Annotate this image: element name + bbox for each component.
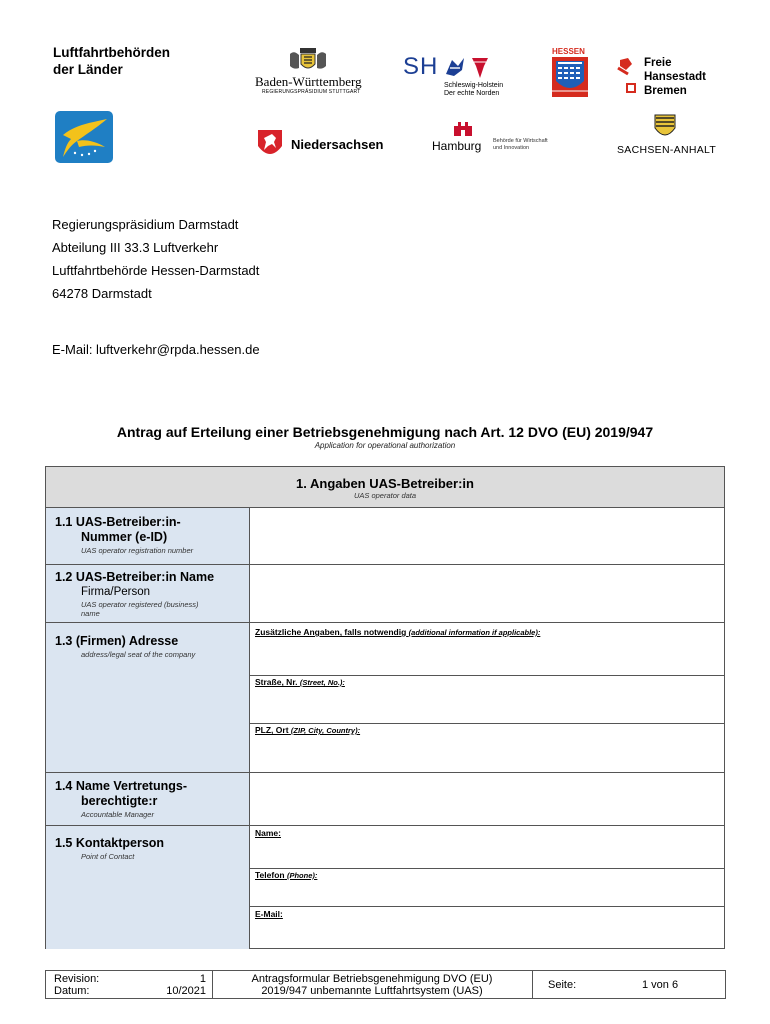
hessen-label: HESSEN	[552, 47, 585, 56]
label-operator-name-en2: name	[81, 609, 100, 618]
label-operator-number-en: UAS operator registration number	[81, 546, 194, 555]
section1-subtitle: UAS operator data	[353, 491, 417, 500]
label-operator-number	[55, 515, 181, 545]
footer-document-cell	[212, 971, 533, 998]
field-additional-info-de: Zusätzliche Angaben, falls notwendig	[255, 627, 407, 637]
label-operator-name-sub: Firma/Person	[81, 586, 151, 598]
field-contact-phone-de: Telefon	[255, 870, 285, 880]
sh-lions-icon	[444, 54, 490, 80]
sh-subtitle1: Schleswig-Holstein	[444, 82, 504, 89]
label-accountable-manager-line1: 1.4 Name Vertretungs-	[55, 779, 187, 793]
authority-heading-line1: Luftfahrtbehörden	[53, 45, 170, 60]
section1-title: 1. Angaben UAS-Betreiber:in	[296, 476, 474, 491]
footer-date-value: 10/2021	[166, 985, 206, 997]
label-contact-person: 1.5 Kontaktperson	[55, 836, 165, 850]
street-input[interactable]	[250, 676, 724, 723]
field-street-en: (Street, No.):	[299, 678, 345, 687]
accountable-manager-input[interactable]	[250, 773, 724, 825]
contact-email-input[interactable]	[250, 907, 724, 948]
field-zip-city-de: PLZ, Ort	[255, 725, 289, 735]
hamburg-subtitle1: Behörde für Wirtschaft	[493, 138, 548, 144]
operator-number-input[interactable]	[250, 508, 724, 564]
hamburg-name: Hamburg	[432, 139, 482, 153]
label-accountable-manager-en: Accountable Manager	[81, 810, 154, 819]
address-line3: Luftfahrtbehörde Hessen-Darmstadt	[52, 263, 260, 278]
form-title: Antrag auf Erteilung einer Betriebsgenehmigung nach Art. 12 DVO (EU) 2019/947	[116, 424, 654, 440]
label-company-address-en: address/legal seat of the company	[81, 650, 196, 659]
authority-heading-line2: der Länder	[53, 62, 123, 77]
niedersachsen-name: Niedersachsen	[291, 137, 384, 152]
footer-doc-line2: 2019/947 unbemannte Luftfahrtsystem (UAS)	[261, 985, 483, 997]
hamburg-castle-icon	[452, 118, 474, 136]
label-operator-name: 1.2 UAS-Betreiber:in Name	[55, 570, 215, 584]
bw-subtitle: REGIERUNGSPRÄSIDIUM STUTTGART	[262, 89, 361, 95]
footer-page-value: 1 von 6	[642, 979, 679, 991]
footer-date-label: Datum:	[54, 985, 90, 997]
contact-phone-input[interactable]	[250, 869, 724, 906]
sachsen-anhalt-arms-icon	[654, 114, 676, 140]
label-operator-name-en1: UAS operator registered (business)	[81, 600, 199, 609]
label-operator-number-line2: Nummer (e-ID)	[81, 530, 168, 544]
bremen-line3: Bremen	[644, 85, 687, 97]
bremen-name	[644, 56, 706, 98]
hamburg-subtitle2: und Innovation	[493, 145, 530, 151]
label-contact-person-en: Point of Contact	[81, 852, 135, 861]
footer-doc-line1: Antragsformular Betriebsgenehmigung DVO (EU)	[251, 973, 493, 985]
field-street-de: Straße, Nr.	[255, 677, 298, 687]
section1-form	[45, 466, 725, 949]
bremen-line2: Hansestadt	[644, 71, 706, 83]
bremen-line1: Freie	[644, 57, 672, 69]
authority-heading	[53, 44, 170, 78]
label-company-address: 1.3 (Firmen) Adresse	[55, 634, 179, 648]
field-contact-email-label: E-Mail:	[255, 909, 283, 919]
address-line1: Regierungspräsidium Darmstadt	[52, 217, 239, 232]
address-line4: 64278 Darmstadt	[52, 286, 152, 301]
additional-info-input[interactable]	[250, 623, 724, 675]
label-accountable-manager	[55, 779, 187, 809]
label-accountable-manager-line2: berechtigte:r	[81, 794, 158, 808]
field-contact-phone-en: (Phone):	[286, 871, 318, 880]
bw-coat-of-arms-icon	[286, 46, 330, 74]
footer-revision-label: Revision:	[54, 973, 100, 985]
sh-letters: SH	[403, 53, 439, 80]
operator-name-input[interactable]	[250, 565, 724, 622]
section1-header	[46, 467, 724, 508]
footer-page-label: Seite:	[548, 979, 577, 991]
bw-name: Baden-Württemberg	[255, 74, 362, 89]
page-footer	[45, 970, 726, 999]
bremen-key-icon	[614, 56, 638, 96]
footer-revision-cell	[46, 971, 213, 998]
footer-page-cell	[532, 971, 725, 998]
address-line2: Abteilung III 33.3 Luftverkehr	[52, 240, 219, 255]
zip-city-input[interactable]	[250, 724, 724, 772]
label-operator-number-line1: 1.1 UAS-Betreiber:in-	[55, 515, 181, 529]
hessen-lion-icon	[552, 57, 588, 97]
contact-name-input[interactable]	[250, 826, 724, 868]
niedersachsen-horse-icon	[256, 128, 284, 160]
field-zip-city-en: (ZIP, City, Country):	[290, 726, 361, 735]
form-subtitle: Application for operational authorization	[314, 441, 456, 450]
sachsen-anhalt-name: SACHSEN-ANHALT	[617, 144, 717, 156]
sh-subtitle2: Der echte Norden	[444, 90, 500, 97]
footer-revision-value: 1	[199, 973, 206, 985]
federal-bird-logo	[55, 111, 113, 163]
field-contact-name-label: Name:	[255, 828, 281, 838]
field-additional-info-en: (additional information if applicable):	[408, 628, 541, 637]
email-address[interactable]: E-Mail: luftverkehr@rpda.hessen.de	[52, 342, 260, 357]
